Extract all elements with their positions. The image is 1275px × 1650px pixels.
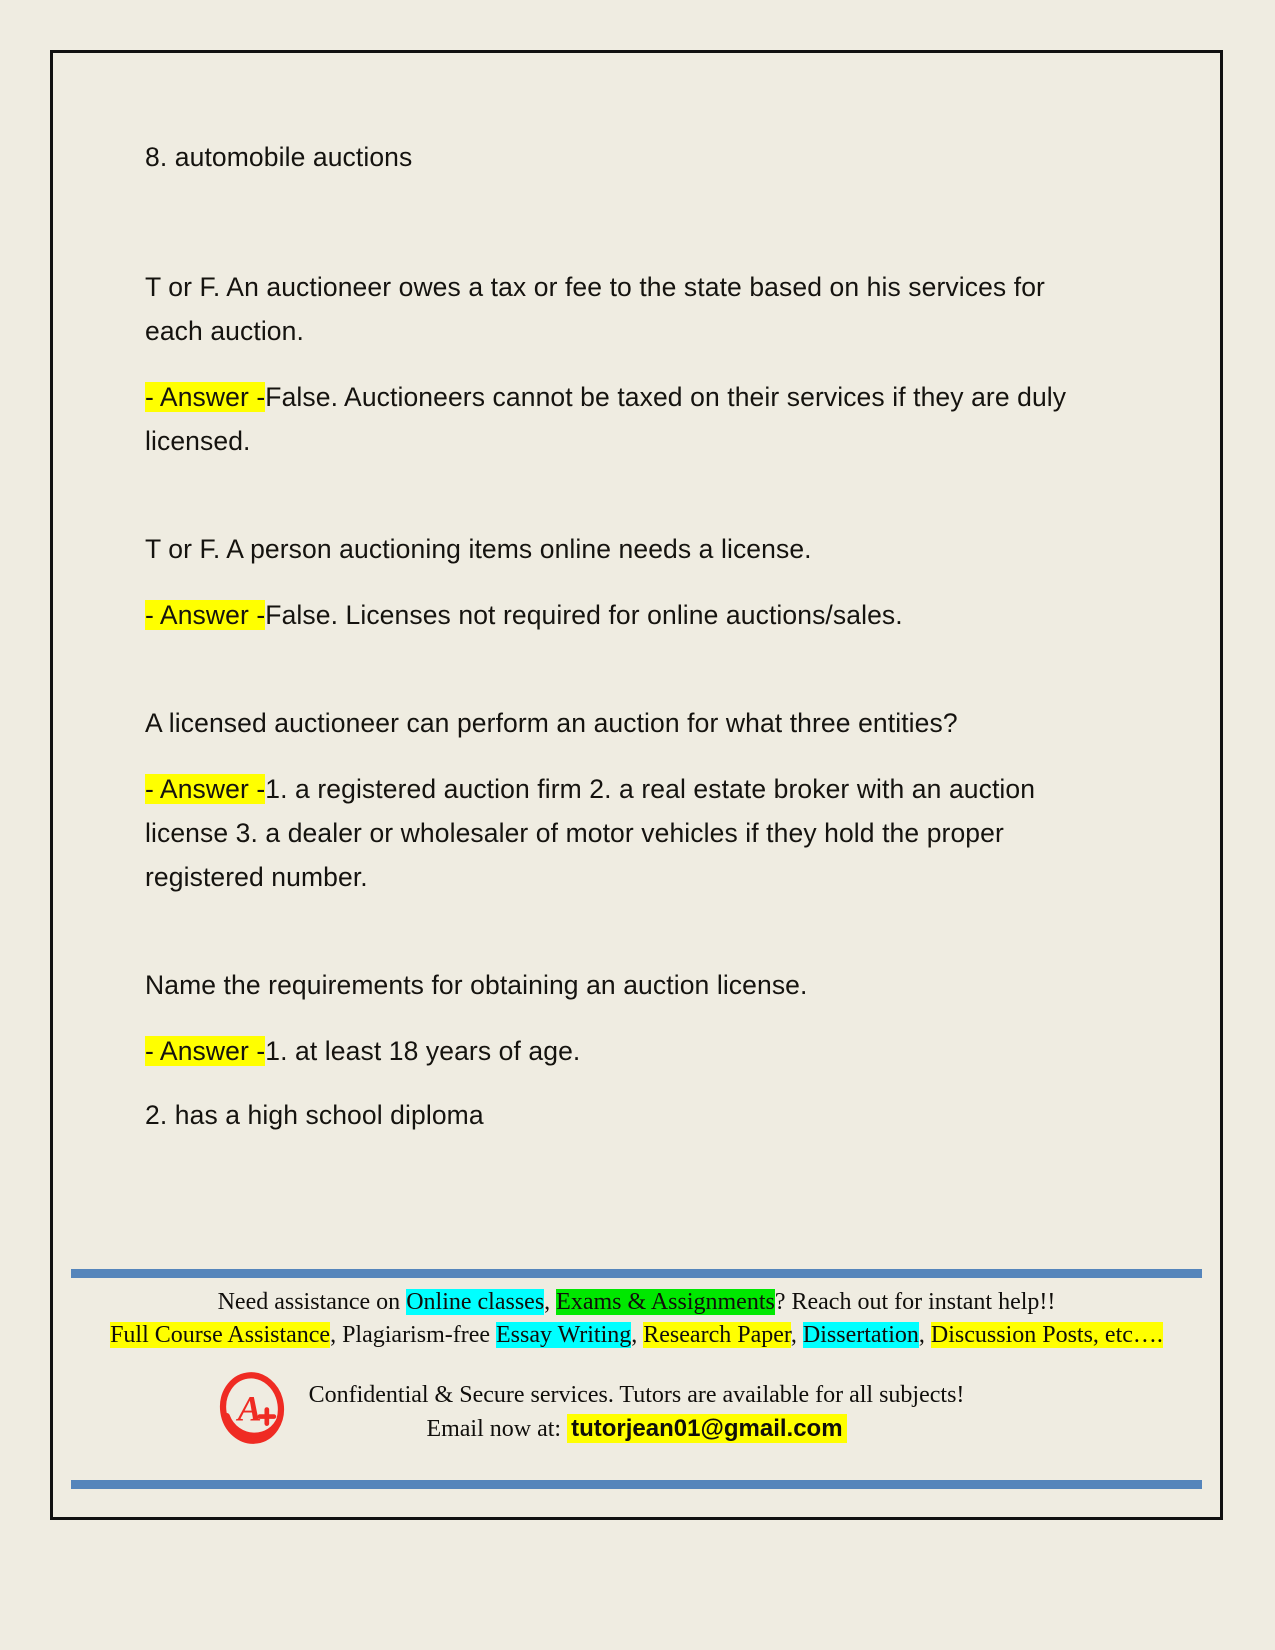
question-text <box>145 963 1080 1007</box>
question-text <box>145 265 1080 353</box>
contact-email[interactable]: tutorjean01@gmail.com <box>567 1414 846 1443</box>
advert-text: , <box>631 1322 644 1348</box>
answer-text <box>145 593 1080 637</box>
footer-divider-bottom <box>71 1480 1202 1489</box>
advert-text: Need assistance on <box>217 1289 407 1315</box>
answer-body: False. Auctioneers cannot be taxed on their services if they are duly licensed. <box>145 382 1067 456</box>
advert-highlight-full-course-assistance: Full Course Assistance <box>110 1322 331 1348</box>
answer-label: - Answer - <box>145 1036 266 1066</box>
advert-highlight-dissertation: Dissertation <box>802 1322 919 1348</box>
advert-text: , <box>790 1322 803 1348</box>
qa-block <box>145 527 1080 637</box>
advert-text: , Plagiarism-free <box>330 1322 497 1348</box>
qa-block <box>145 963 1080 1137</box>
footer-divider-top <box>71 1269 1202 1278</box>
answer-text <box>145 767 1080 899</box>
advert-line-1 <box>53 1289 1220 1316</box>
qa-block <box>145 265 1080 463</box>
question-text <box>145 527 1080 571</box>
page-title: 8. automobile auctions <box>145 142 413 172</box>
question-line: Name the requirements for obtaining an auction license. <box>145 970 808 1000</box>
advert-text: ? Reach out for instant help!! <box>774 1289 1056 1315</box>
qa-block <box>145 701 1080 899</box>
advert-highlight-online-classes: Online classes <box>406 1289 545 1315</box>
answer-text <box>145 1029 1080 1073</box>
advert-line-4 <box>53 1415 1220 1443</box>
document-body <box>145 135 1080 1157</box>
advert-line-2 <box>53 1322 1220 1349</box>
advert-highlight-essay-writing: Essay Writing <box>496 1322 632 1348</box>
advert-text: , <box>918 1322 931 1348</box>
question-line: T or F. An auctioneer owes a tax or fee to the state based on his services <box>145 272 1007 302</box>
advert-text: , <box>544 1289 557 1315</box>
answer-text <box>145 375 1080 463</box>
answer-extra-line: 2. has a high school diploma <box>145 1100 484 1130</box>
svg-text:A: A <box>237 1388 262 1429</box>
email-label: Email now at: <box>426 1416 562 1442</box>
advert-highlight-exams-assignments: Exams & Assignments <box>556 1289 775 1315</box>
answer-label: - Answer - <box>145 600 266 630</box>
answer-label: - Answer - <box>145 382 266 412</box>
advert-line-3: Confidential & Secure services. Tutors are available for all subjects! <box>308 1382 965 1408</box>
answer-label: - Answer - <box>145 774 266 804</box>
answer-body: 1. a registered auction firm 2. a real estate broker with an auction license 3. a dealer or wholesaler of motor vehicles if they hold the proper registered number. <box>145 774 1036 892</box>
question-line: A licensed auctioneer can perform an auction for what three entities? <box>145 708 958 738</box>
question-line: T or F. A person auctioning items online needs a license. <box>145 534 812 564</box>
question-text <box>145 701 1080 745</box>
advert-highlight-research-paper: Research Paper <box>643 1322 791 1348</box>
document-page <box>50 50 1223 1520</box>
advert-footer <box>53 1269 1220 1517</box>
question-line: for each auction. <box>145 272 1045 346</box>
answer-body: 1. at least 18 years of age. <box>265 1036 581 1066</box>
answer-body: False. Licenses not required for online auctions/sales. <box>265 600 903 630</box>
advert-highlight-discussion-posts: Discussion Posts, etc…. <box>930 1322 1163 1348</box>
